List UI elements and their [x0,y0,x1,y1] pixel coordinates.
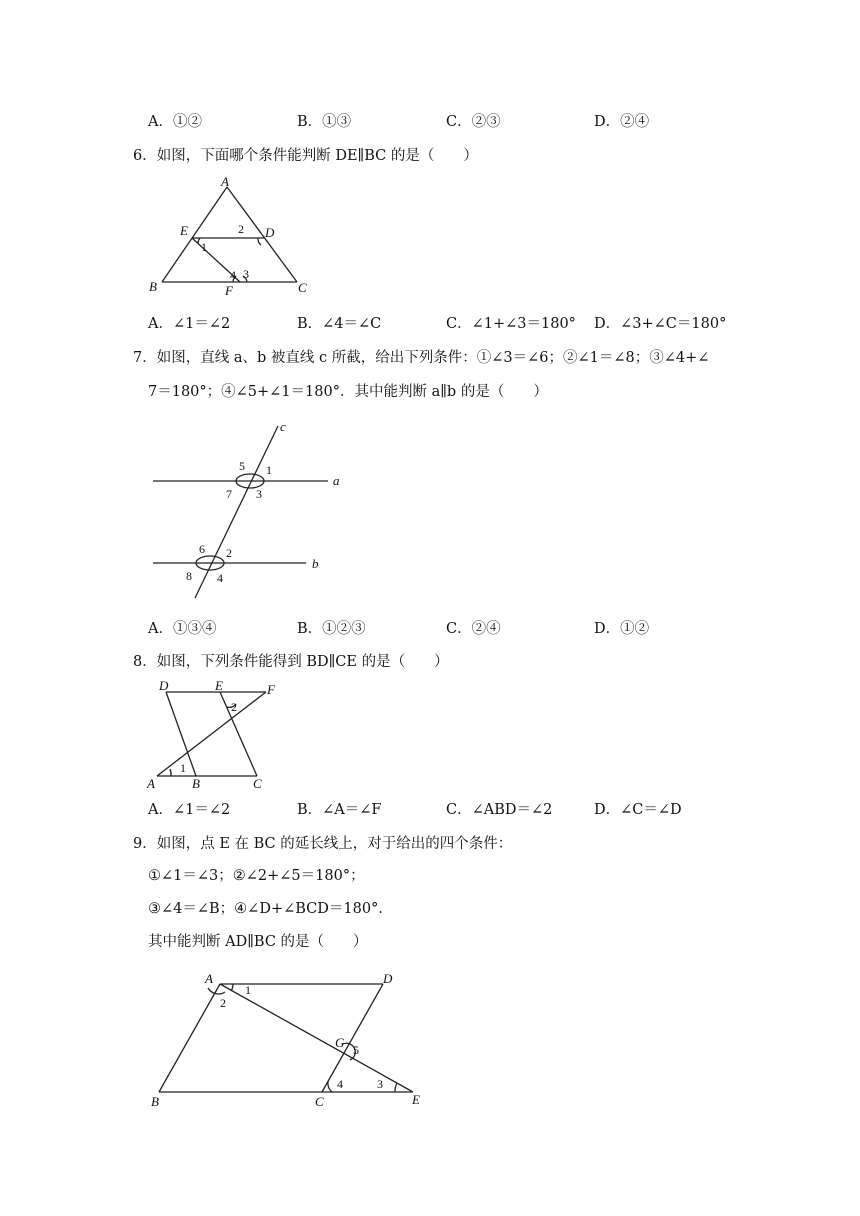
q9-conditions-2: ③∠4＝∠B；④∠D+∠BCD＝180°． [148,901,393,917]
q8-label-E: E [215,678,223,693]
q6-option-d: D．∠3+∠C＝180° [594,316,727,332]
q5-option-c: C．②③ [446,114,501,130]
q9-label-E: E [412,1092,420,1107]
q6-option-a: A．∠1＝∠2 [148,316,231,332]
q6-label-D: D [265,225,275,240]
q7-angle-5: 5 [239,459,245,473]
q9-question: 其中能判断 AD∥BC 的是（ ） [148,934,368,950]
q6-angle-4: 4 [230,268,236,282]
q8-angle-2: 2 [231,700,237,714]
q7-option-b: B．①②③ [297,621,366,637]
q6-stem: 6．如图，下面哪个条件能判断 DE∥BC 的是（ ） [133,148,478,164]
q8-label-F: F [267,682,275,697]
q7-angle-7: 7 [226,487,232,501]
q7-angle-3: 3 [256,487,262,501]
q9-label-B: B [151,1094,159,1109]
q6-label-F: F [225,283,233,298]
q7-option-c: C．②④ [446,621,501,637]
q8-label-D: D [159,678,169,693]
q9-label-D: D [383,971,393,986]
q8-option-a: A．∠1＝∠2 [148,802,231,818]
q9-label-G: G [335,1035,345,1050]
q7-angle-1: 1 [266,463,272,477]
q8-option-b: B．∠A＝∠F [297,802,382,818]
q6-angle-1: 1 [201,240,207,254]
q6-option-b: B．∠4＝∠C [297,316,382,332]
q8-figure [140,674,290,794]
q7-angle-8: 8 [186,569,192,583]
q8-option-d: D．∠C＝∠D [594,802,682,818]
q9-label-C: C [315,1094,324,1109]
q6-angle-3: 3 [243,267,249,281]
q9-angle-1: 1 [245,983,251,997]
q9-angle-4: 4 [337,1077,343,1091]
q5-option-b: B．①③ [297,114,352,130]
q9-figure [145,966,440,1114]
q6-option-c: C．∠1+∠3＝180° [446,316,576,332]
q7-stem-line1: 7．如图，直线 a、b 被直线 c 所截，给出下列条件：①∠3＝∠6；②∠1＝∠8；③∠4+∠ [133,350,710,366]
q6-label-B: B [149,279,157,294]
q7-option-d: D．①② [594,621,650,637]
q5-option-d: D．②④ [594,114,650,130]
q9-angle-3: 3 [377,1077,383,1091]
q8-label-A: A [147,776,155,791]
q5-option-a: A．①② [148,114,202,130]
q6-label-A: A [221,174,229,189]
q8-stem: 8．如图，下列条件能得到 BD∥CE 的是（ ） [133,654,449,670]
q7-stem-line2: 7＝180°；④∠5+∠1＝180°．其中能判断 a∥b 的是（ ） [148,384,548,400]
q7-option-a: A．①③④ [148,621,217,637]
q9-stem: 9．如图，点 E 在 BC 的延长线上，对于给出的四个条件： [133,836,513,852]
q7-angle-2: 2 [226,546,232,560]
q9-angle-2: 2 [220,996,226,1010]
q7-label-b: b [312,556,319,571]
q9-angle-5: 5 [353,1043,359,1057]
q7-angle-4: 4 [217,571,223,585]
q6-label-C: C [298,280,307,295]
q7-figure [148,416,358,606]
q8-option-c: C．∠ABD＝∠2 [446,802,553,818]
q6-label-E: E [180,223,188,238]
q9-conditions-1: ①∠1＝∠3；②∠2+∠5＝180°； [148,868,365,884]
q6-angle-2: 2 [238,222,244,236]
q7-label-c: c [280,419,286,434]
q7-angle-6: 6 [199,542,205,556]
q8-label-C: C [253,776,262,791]
q8-label-B: B [192,776,200,791]
q7-label-a: a [333,473,340,488]
q8-angle-1: 1 [180,761,186,775]
q6-figure [140,172,330,298]
q9-label-A: A [205,971,213,986]
